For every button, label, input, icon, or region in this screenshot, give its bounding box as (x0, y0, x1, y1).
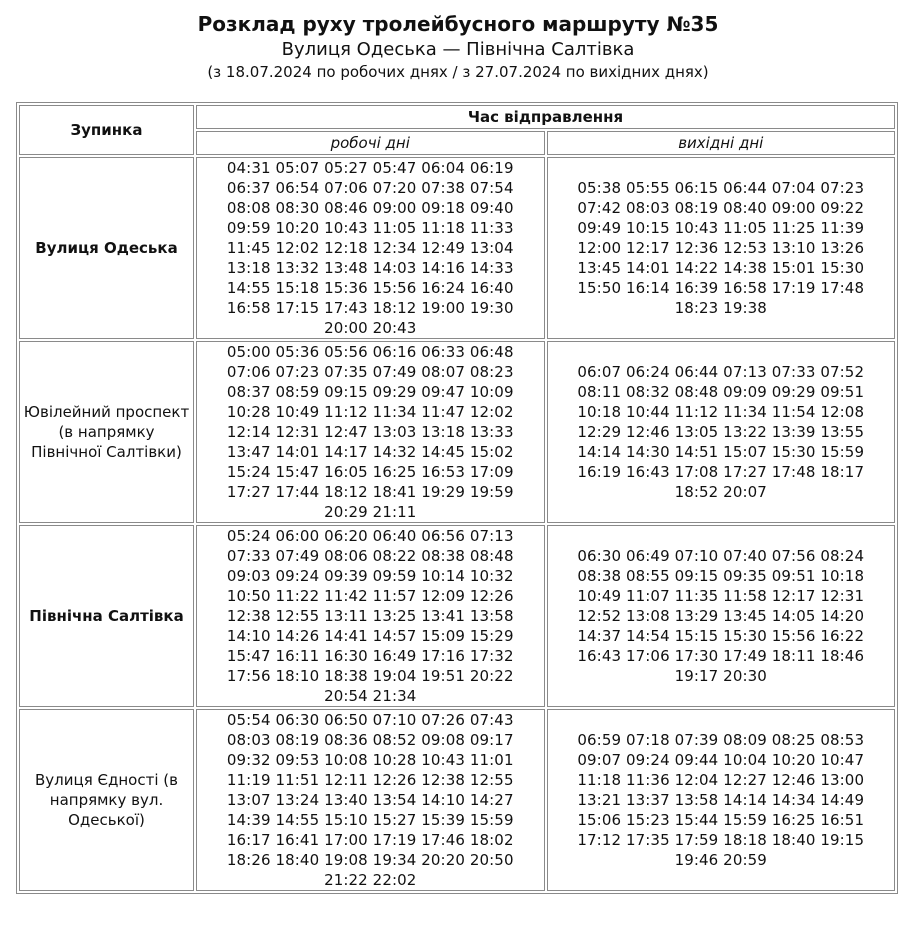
time-line: 05:38 05:55 06:15 06:44 07:04 07:23 (577, 179, 865, 197)
stop-name: Ювілейний проспект (в напрямку Північної Салтівки) (19, 341, 194, 523)
time-line: 20:00 20:43 (324, 319, 417, 337)
stop-column-header: Зупинка (19, 105, 194, 155)
time-line: 08:08 08:30 08:46 09:00 09:18 09:40 (226, 199, 514, 217)
time-line: 18:23 19:38 (674, 299, 767, 317)
time-line: 07:06 07:23 07:35 07:49 08:07 08:23 (226, 363, 514, 381)
stop-name: Вулиця Єдності (в напрямку вул. Одеської) (19, 709, 194, 891)
time-line: 11:45 12:02 12:18 12:34 12:49 13:04 (226, 239, 514, 257)
page-header (0, 0, 916, 82)
page-title: Розклад руху тролейбусного маршруту №35 (197, 12, 719, 36)
time-line: 06:07 06:24 06:44 07:13 07:33 07:52 (577, 363, 865, 381)
time-line: 15:50 16:14 16:39 16:58 17:19 17:48 (577, 279, 865, 297)
stop-name: Вулиця Одеська (19, 157, 194, 339)
weekend-times (547, 525, 896, 707)
weekend-times (547, 157, 896, 339)
time-line: 21:22 22:02 (324, 871, 417, 889)
time-line: 17:27 17:44 18:12 18:41 19:29 19:59 (226, 483, 514, 501)
time-line: 12:38 12:55 13:11 13:25 13:41 13:58 (226, 607, 514, 625)
time-line: 09:59 10:20 10:43 11:05 11:18 11:33 (226, 219, 514, 237)
time-line: 14:14 14:30 14:51 15:07 15:30 15:59 (577, 443, 865, 461)
time-line: 13:47 14:01 14:17 14:32 14:45 15:02 (226, 443, 514, 461)
time-line: 14:10 14:26 14:41 14:57 15:09 15:29 (226, 627, 514, 645)
time-line: 12:29 12:46 13:05 13:22 13:39 13:55 (577, 423, 865, 441)
time-line: 08:03 08:19 08:36 08:52 09:08 09:17 (226, 731, 514, 749)
time-line: 07:33 07:49 08:06 08:22 08:38 08:48 (226, 547, 514, 565)
validity-period: (з 18.07.2024 по робочих днях / з 27.07.2024 по вихідних днях) (207, 63, 709, 81)
table-row (19, 341, 895, 523)
time-line: 09:32 09:53 10:08 10:28 10:43 11:01 (226, 751, 514, 769)
time-line: 16:19 16:43 17:08 17:27 17:48 18:17 (577, 463, 865, 481)
time-line: 12:52 13:08 13:29 13:45 14:05 14:20 (577, 607, 865, 625)
time-line: 14:55 15:18 15:36 15:56 16:24 16:40 (226, 279, 514, 297)
time-line: 04:31 05:07 05:27 05:47 06:04 06:19 (226, 159, 514, 177)
time-line: 08:37 08:59 09:15 09:29 09:47 10:09 (226, 383, 514, 401)
route-subtitle: Вулиця Одеська — Північна Салтівка (281, 39, 635, 60)
time-line: 18:52 20:07 (674, 483, 767, 501)
time-line: 19:46 20:59 (674, 851, 767, 869)
stop-name: Північна Салтівка (19, 525, 194, 707)
time-line: 08:38 08:55 09:15 09:35 09:51 10:18 (577, 567, 865, 585)
table-row (19, 525, 895, 707)
weekends-header: вихідні дні (547, 131, 896, 155)
time-line: 13:45 14:01 14:22 14:38 15:01 15:30 (577, 259, 865, 277)
time-line: 14:37 14:54 15:15 15:30 15:56 16:22 (577, 627, 865, 645)
time-line: 16:58 17:15 17:43 18:12 19:00 19:30 (226, 299, 514, 317)
time-line: 10:18 10:44 11:12 11:34 11:54 12:08 (577, 403, 865, 421)
table-row (19, 157, 895, 339)
time-line: 11:19 11:51 12:11 12:26 12:38 12:55 (226, 771, 514, 789)
time-line: 15:24 15:47 16:05 16:25 16:53 17:09 (226, 463, 514, 481)
time-line: 19:17 20:30 (674, 667, 767, 685)
table-row (19, 709, 895, 891)
time-line: 06:59 07:18 07:39 08:09 08:25 08:53 (577, 731, 865, 749)
time-line: 05:00 05:36 05:56 06:16 06:33 06:48 (226, 343, 514, 361)
weekday-times (196, 157, 545, 339)
time-line: 18:26 18:40 19:08 19:34 20:20 20:50 (226, 851, 514, 869)
time-line: 13:21 13:37 13:58 14:14 14:34 14:49 (577, 791, 865, 809)
time-line: 20:29 21:11 (324, 503, 417, 521)
time-line: 09:03 09:24 09:39 09:59 10:14 10:32 (226, 567, 514, 585)
time-line: 10:50 11:22 11:42 11:57 12:09 12:26 (226, 587, 514, 605)
time-line: 09:49 10:15 10:43 11:05 11:25 11:39 (577, 219, 865, 237)
time-line: 10:49 11:07 11:35 11:58 12:17 12:31 (577, 587, 865, 605)
time-line: 07:42 08:03 08:19 08:40 09:00 09:22 (577, 199, 865, 217)
time-line: 20:54 21:34 (324, 687, 417, 705)
time-line: 15:47 16:11 16:30 16:49 17:16 17:32 (226, 647, 514, 665)
time-line: 08:11 08:32 08:48 09:09 09:29 09:51 (577, 383, 865, 401)
weekend-times (547, 341, 896, 523)
time-line: 10:28 10:49 11:12 11:34 11:47 12:02 (226, 403, 514, 421)
time-line: 13:07 13:24 13:40 13:54 14:10 14:27 (226, 791, 514, 809)
time-line: 16:43 17:06 17:30 17:49 18:11 18:46 (577, 647, 865, 665)
time-line: 13:18 13:32 13:48 14:03 14:16 14:33 (226, 259, 514, 277)
time-line: 09:07 09:24 09:44 10:04 10:20 10:47 (577, 751, 865, 769)
time-line: 17:12 17:35 17:59 18:18 18:40 19:15 (577, 831, 865, 849)
time-line: 14:39 14:55 15:10 15:27 15:39 15:59 (226, 811, 514, 829)
time-line: 11:18 11:36 12:04 12:27 12:46 13:00 (577, 771, 865, 789)
time-line: 15:06 15:23 15:44 15:59 16:25 16:51 (577, 811, 865, 829)
weekdays-header: робочі дні (196, 131, 545, 155)
weekday-times (196, 341, 545, 523)
time-line: 05:54 06:30 06:50 07:10 07:26 07:43 (226, 711, 514, 729)
time-line: 05:24 06:00 06:20 06:40 06:56 07:13 (226, 527, 514, 545)
weekend-times (547, 709, 896, 891)
time-line: 06:37 06:54 07:06 07:20 07:38 07:54 (226, 179, 514, 197)
time-line: 12:14 12:31 12:47 13:03 13:18 13:33 (226, 423, 514, 441)
departure-time-header: Час відправлення (196, 105, 895, 129)
schedule-table (16, 102, 898, 894)
weekday-times (196, 709, 545, 891)
header-row (19, 105, 895, 129)
time-line: 17:56 18:10 18:38 19:04 19:51 20:22 (226, 667, 514, 685)
time-line: 16:17 16:41 17:00 17:19 17:46 18:02 (226, 831, 514, 849)
time-line: 06:30 06:49 07:10 07:40 07:56 08:24 (577, 547, 865, 565)
weekday-times (196, 525, 545, 707)
time-line: 12:00 12:17 12:36 12:53 13:10 13:26 (577, 239, 865, 257)
